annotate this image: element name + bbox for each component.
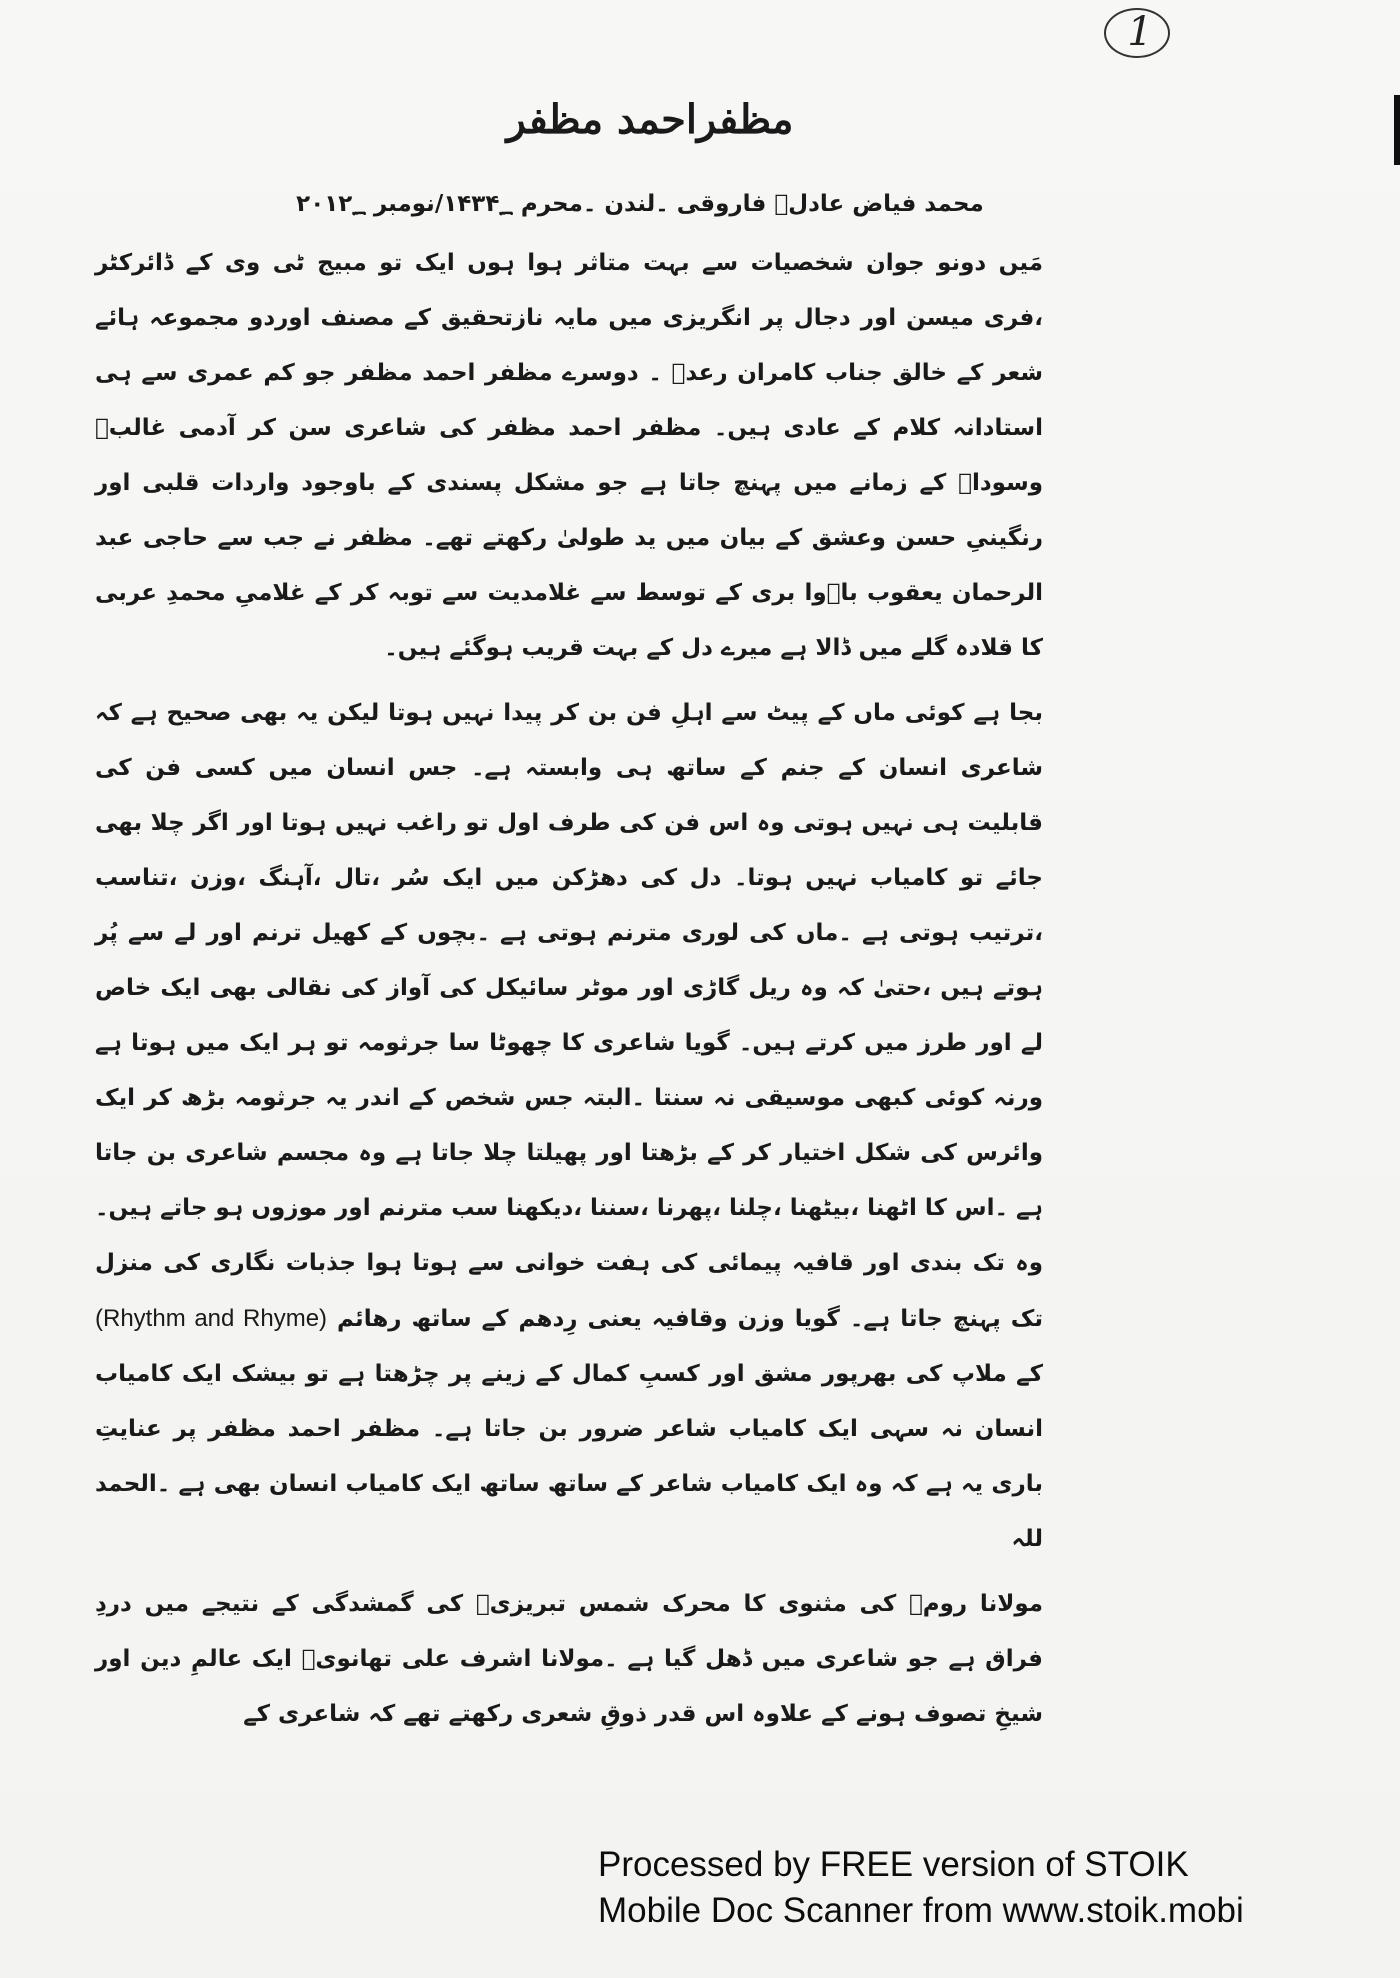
english-phrase: (Rhythm and Rhyme): [95, 1305, 328, 1332]
paragraph-1: مَیں دونو جوان شخصیات سے بہت متاثر ہوا ہوں ایک تو مبیج ٹی وی کے ڈائرکٹر ،فری میسن اور دجال پر انگریزی میں مایہ نازتحقیق کے مصنف اوردو مجموعہ ہائے شعر کے خالق جناب کامران رعدؔ ۔ دوسرے مظفر احمد مظفر جو کم عمری سے ہی استادانہ کلام کے عادی ہیں۔ مظفر احمد مظفر کی شاعری سن کر آدمی غالبؔ وسوداؔ کے زمانے میں پہنچ جاتا ہے جو مشکل پسندی کے باوجود واردات قلبی اور رنگینیِ حسن وعشق کے بیان میں ید طولیٰ رکھتے تھے۔ مظفر نے جب سے حاجی عبد الرحمان یعقوب باؔوا بری کے توسط سے غلامدیت سے توبہ کر کے غلامیِ محمدِ عربی کا قلادہ گلے میں ڈالا ہے میرے دل کے بہت قریب ہوگئے ہیں۔: [95, 250, 1043, 661]
watermark-line-2: Mobile Doc Scanner from www.stoik.mobi: [598, 1891, 1244, 1930]
paragraph-3: مولانا رومؒ کی مثنوی کا محرک شمس تبریزیؒ کی گمشدگی کے نتیجے میں دردِ فراق ہے جو شاعری میں ڈھل گیا ہے ۔مولانا اشرف علی تھانویؒ ایک عالمِ دین اور شیخِ تصوف ہونے کے علاوہ اس قدر ذوقِ شعری رکھتے تھے کہ شاعری کے: [95, 1591, 1043, 1727]
page-number: 1: [1127, 9, 1153, 55]
scanner-watermark: [598, 1842, 1378, 1934]
watermark-line-1: Processed by FREE version of STOIK: [598, 1845, 1189, 1884]
author-byline: محمد فیاض عادلؔ فاروقی ۔لندن ۔محرم ۱۴۳۴؁/نومبر ۲۰۱۲؁: [296, 191, 984, 217]
paragraph-2-text-after: کے ملاپ کی بھرپور مشق اور کسبِ کمال کے زینے پر چڑھتا ہے تو بیشک ایک کامیاب انسان نہ سہی ایک کامیاب شاعر ضرور بن جاتا ہے۔ مظفر احمد مظفر پر عنایتِ باری یہ ہے کہ وہ ایک کامیاب شاعر کے ساتھ ساتھ ایک کامیاب انسان بھی ہے ۔الحمد للہ: [95, 1361, 1043, 1552]
paragraph-2: [95, 686, 1043, 1567]
article-title: مظفراحمد مظفر: [506, 96, 794, 143]
paragraph-2-text-before: بجا ہے کوئی ماں کے پیٹ سے اہلِ فن بن کر پیدا نہیں ہوتا لیکن یہ بھی صحیح ہے کہ شاعری انسان کے جنم کے ساتھ ہی وابستہ ہے۔ جس انسان میں کسی فن کی قابلیت ہی نہیں ہوتی وہ اس فن کی طرف اول تو راغب نہیں ہوتا اور اگر چلا بھی جائے تو کامیاب نہیں ہوتا۔ دل کی دھڑکن میں ایک سُر ،تال ،آہنگ ،وزن ،تناسب ،ترتیب ہوتی ہے ۔ماں کی لوری مترنم ہوتی ہے ۔بچوں کے کھیل ترنم اور لے سے پُر ہوتے ہیں ،حتیٰ کہ وہ ریل گاڑی اور موٹر سائیکل کی آواز کی نقالی بھی ایک خاص لے اور طرز میں کرتے ہیں۔ گویا شاعری کا چھوٹا سا جرثومہ تو ہر ایک میں ہوتا ہے ورنہ کوئی کبھی موسیقی نہ سنتا ۔البتہ جس شخص کے اندر یہ جرثومہ بڑھ کر ایک وائرس کی شکل اختیار کر کے بڑھتا اور پھیلتا چلا جاتا ہے وہ مجسم شاعری بن جاتا ہے ۔اس کا اٹھنا ،بیٹھنا ،چلنا ،پھرنا ،سننا ،دیکھنا سب مترنم اور موزوں ہو جاتے ہیں۔ وہ تک بندی اور قافیہ پیمائی کی ہفت خوانی سے ہوتا ہوا جذبات نگاری کی منزل تک پہنچ جاتا ہے۔ گویا وزن وقافیہ یعنی رِدھم کے ساتھ رھائم: [95, 700, 1043, 1332]
article-body: [95, 236, 1043, 1752]
scan-edge-mark: [1394, 95, 1400, 165]
